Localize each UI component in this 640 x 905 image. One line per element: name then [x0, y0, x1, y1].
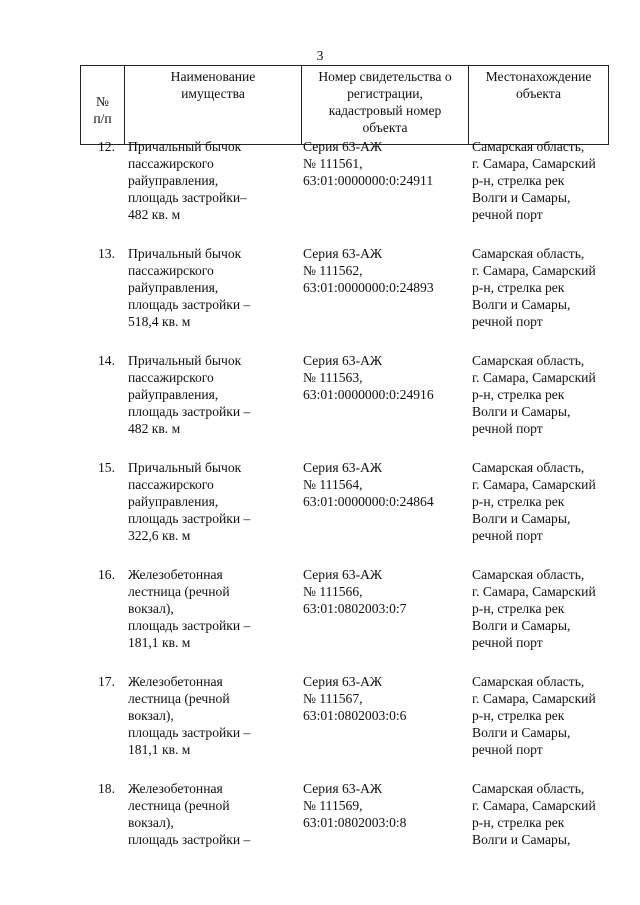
cell-line: р-н, стрелка рек	[472, 387, 565, 402]
cell-line: райуправления,	[128, 494, 219, 509]
cell-line: Самарская область,	[472, 353, 585, 368]
cell-line: речной порт	[472, 528, 543, 543]
table-row	[80, 459, 608, 566]
cell-line: райуправления,	[128, 280, 219, 295]
cell-line: лестница (речной	[128, 691, 230, 706]
registration-cell	[301, 459, 468, 566]
header-text: п/п	[93, 111, 112, 126]
cell-line: г. Самара, Самарский	[472, 798, 596, 813]
header-location	[469, 66, 609, 145]
cell-line: № 111567,	[303, 691, 363, 706]
cell-line: Самарская область,	[472, 567, 585, 582]
cell-line: площадь застройки –	[128, 511, 251, 526]
row-number: 18.	[98, 781, 115, 796]
table-row	[80, 780, 608, 852]
cell-line: Самарская область,	[472, 674, 585, 689]
cell-line: р-н, стрелка рек	[472, 601, 565, 616]
cell-line: площадь застройки –	[128, 832, 251, 847]
cell-line: площадь застройки –	[128, 618, 251, 633]
cell-line: площадь застройки –	[128, 725, 251, 740]
header-text: объекта	[362, 120, 408, 135]
table-row	[80, 138, 608, 245]
cell-line: Волги и Самары,	[472, 404, 571, 419]
location-cell	[468, 245, 608, 352]
cell-line: г. Самара, Самарский	[472, 156, 596, 171]
cell-line: Волги и Самары,	[472, 618, 571, 633]
cell-line: Волги и Самары,	[472, 511, 571, 526]
header-number	[81, 66, 125, 145]
cell-line: Железобетонная	[128, 567, 223, 582]
cell-line: Причальный бычок	[128, 246, 242, 261]
cell-line: речной порт	[472, 314, 543, 329]
cell-line: р-н, стрелка рек	[472, 173, 565, 188]
cell-line: Серия 63-АЖ	[303, 460, 383, 475]
cell-line: № 111562,	[303, 263, 363, 278]
row-number: 12.	[98, 139, 115, 154]
header-text: Наименование	[170, 69, 256, 84]
cell-line: 322,6 кв. м	[128, 528, 191, 543]
cell-line: 63:01:0802003:0:8	[303, 815, 407, 830]
cell-line: Причальный бычок	[128, 460, 242, 475]
cell-line: площадь застройки –	[128, 297, 251, 312]
cell-line: 63:01:0802003:0:7	[303, 601, 407, 616]
cell-line: г. Самара, Самарский	[472, 263, 596, 278]
row-number: 17.	[98, 674, 115, 689]
location-cell	[468, 138, 608, 245]
table-body	[80, 138, 608, 852]
property-name-cell	[124, 352, 301, 459]
registration-cell	[301, 566, 468, 673]
table-row	[80, 245, 608, 352]
cell-line: № 111566,	[303, 584, 363, 599]
row-number: 15.	[98, 460, 115, 475]
cell-line: Самарская область,	[472, 246, 585, 261]
cell-line: г. Самара, Самарский	[472, 691, 596, 706]
cell-line: речной порт	[472, 742, 543, 757]
cell-line: лестница (речной	[128, 798, 230, 813]
cell-line: 63:01:0000000:0:24911	[303, 173, 434, 188]
cell-line: № 111569,	[303, 798, 363, 813]
header-property-name	[125, 66, 302, 145]
header-text: №	[96, 94, 109, 109]
cell-line: площадь застройки–	[128, 190, 247, 205]
location-cell	[468, 459, 608, 566]
cell-line: г. Самара, Самарский	[472, 584, 596, 599]
property-name-cell	[124, 566, 301, 673]
cell-line: речной порт	[472, 207, 543, 222]
table-row	[80, 352, 608, 459]
cell-line: 63:01:0802003:0:6	[303, 708, 407, 723]
cell-line: Причальный бычок	[128, 139, 242, 154]
cell-line: 63:01:0000000:0:24893	[303, 280, 434, 295]
cell-line: 63:01:0000000:0:24916	[303, 387, 434, 402]
cell-line: пассажирского	[128, 156, 214, 171]
cell-line: № 111561,	[303, 156, 363, 171]
cell-line: 518,4 кв. м	[128, 314, 191, 329]
cell-line: пассажирского	[128, 263, 214, 278]
cell-line: пассажирского	[128, 477, 214, 492]
location-cell	[468, 566, 608, 673]
cell-line: Серия 63-АЖ	[303, 246, 383, 261]
location-cell	[468, 673, 608, 780]
cell-line: Серия 63-АЖ	[303, 139, 383, 154]
cell-line: Железобетонная	[128, 781, 223, 796]
header-text: Номер свидетельства о	[318, 69, 452, 84]
cell-line: р-н, стрелка рек	[472, 708, 565, 723]
cell-line: вокзал),	[128, 708, 174, 723]
cell-line: речной порт	[472, 635, 543, 650]
cell-line: лестница (речной	[128, 584, 230, 599]
header-text: регистрации,	[347, 86, 423, 101]
header-registration	[302, 66, 469, 145]
location-cell	[468, 352, 608, 459]
cell-line: 181,1 кв. м	[128, 635, 191, 650]
cell-line: Волги и Самары,	[472, 297, 571, 312]
cell-line: вокзал),	[128, 815, 174, 830]
registration-cell	[301, 780, 468, 852]
cell-line: № 111564,	[303, 477, 363, 492]
header-text: объекта	[515, 86, 561, 101]
cell-line: речной порт	[472, 421, 543, 436]
cell-line: Самарская область,	[472, 139, 585, 154]
cell-line: Причальный бычок	[128, 353, 242, 368]
cell-line: р-н, стрелка рек	[472, 280, 565, 295]
cell-line: Самарская область,	[472, 781, 585, 796]
cell-line: площадь застройки –	[128, 404, 251, 419]
cell-line: г. Самара, Самарский	[472, 477, 596, 492]
cell-line: райуправления,	[128, 387, 219, 402]
cell-line: Серия 63-АЖ	[303, 353, 383, 368]
row-number: 16.	[98, 567, 115, 582]
table-header	[80, 65, 609, 145]
registration-cell	[301, 352, 468, 459]
table-row	[80, 673, 608, 780]
cell-line: райуправления,	[128, 173, 219, 188]
registration-cell	[301, 245, 468, 352]
header-text: кадастровый номер	[328, 103, 442, 118]
cell-line: р-н, стрелка рек	[472, 815, 565, 830]
cell-line: 482 кв. м	[128, 421, 181, 436]
cell-line: Волги и Самары,	[472, 832, 571, 847]
header-text: имущества	[181, 86, 245, 101]
cell-line: Железобетонная	[128, 674, 223, 689]
property-name-cell	[124, 673, 301, 780]
cell-line: Серия 63-АЖ	[303, 567, 383, 582]
cell-line: 63:01:0000000:0:24864	[303, 494, 434, 509]
cell-line: пассажирского	[128, 370, 214, 385]
cell-line: Самарская область,	[472, 460, 585, 475]
registration-cell	[301, 673, 468, 780]
cell-line: Серия 63-АЖ	[303, 781, 383, 796]
cell-line: г. Самара, Самарский	[472, 370, 596, 385]
property-name-cell	[124, 459, 301, 566]
cell-line: № 111563,	[303, 370, 363, 385]
property-name-cell	[124, 138, 301, 245]
row-number: 14.	[98, 353, 115, 368]
header-text: Местонахождение	[485, 69, 592, 84]
property-name-cell	[124, 780, 301, 852]
cell-line: Волги и Самары,	[472, 725, 571, 740]
row-number: 13.	[98, 246, 115, 261]
page-number: 3	[316, 48, 324, 63]
cell-line: 181,1 кв. м	[128, 742, 191, 757]
cell-line: Серия 63-АЖ	[303, 674, 383, 689]
cell-line: Волги и Самары,	[472, 190, 571, 205]
table-row	[80, 566, 608, 673]
location-cell	[468, 780, 608, 852]
registration-cell	[301, 138, 468, 245]
property-name-cell	[124, 245, 301, 352]
cell-line: р-н, стрелка рек	[472, 494, 565, 509]
cell-line: вокзал),	[128, 601, 174, 616]
cell-line: 482 кв. м	[128, 207, 181, 222]
